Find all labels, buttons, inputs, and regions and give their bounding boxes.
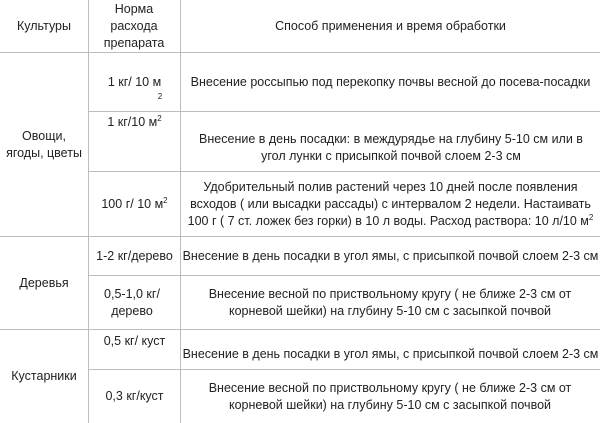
method-cell: Внесение весной по приствольному кругу ( не ближе 2-3 см от корневой шейки) на глубину 5-10 см с засыпкой почвой xyxy=(208,286,572,318)
method-cell: Внесение в день посадки в угол ямы, с присыпкой почвой слоем 2-3 см xyxy=(182,347,599,361)
rate-cell: 100 г/ 10 $м^2$ xyxy=(101,195,168,211)
method-cell: Внесение россыпью под перекопку почвы весной до посева-посадки xyxy=(190,74,591,89)
rate-cell: 1-2 кг/дерево xyxy=(96,248,173,263)
rate-cell: 1 кг/ 10 м 2 xyxy=(107,74,163,101)
rate-cell: 0,3 кг/куст xyxy=(105,389,164,403)
method-cell: Внесение в день посадки в угол ямы, с присыпкой почвой слоем 2-3 см xyxy=(182,248,599,263)
header-rate: Норма расхода препарата xyxy=(103,1,165,50)
group-name-shrubs: Кустарники xyxy=(11,369,77,383)
method-cell: Удобрительный полив растений через 10 дней после появления всходов ( или высадки рассады) с интервалом 2 недели. Настаивать 100 г ( 7 ст. ложек без горки) в 10 л воды. Расход раствора: 10 л/10 $м^2$ xyxy=(187,179,594,228)
rate-cell: 0,5-1,0 кг/ дерево xyxy=(104,286,160,318)
method-cell: Внесение весной по приствольному кругу ( не ближе 2-3 см от корневой шейки) на глубину 5-10 см с засыпкой почвой xyxy=(208,380,572,412)
header-crops: Культуры xyxy=(17,18,71,33)
rate-cell: 0,5 кг/ куст xyxy=(103,333,166,348)
group-name-vegetables: Овощи, ягоды, цветы xyxy=(6,128,82,160)
group-name-trees: Деревья xyxy=(19,275,69,290)
rate-cell: 1 кг/10 $м^2$ xyxy=(107,113,162,129)
header-method: Способ применения и время обработки xyxy=(275,18,506,33)
method-cell: Внесение в день посадки: в междурядье на глубину 5-10 см или в угол лунки с присыпкой почвой слоем 2-3 см xyxy=(199,131,583,163)
